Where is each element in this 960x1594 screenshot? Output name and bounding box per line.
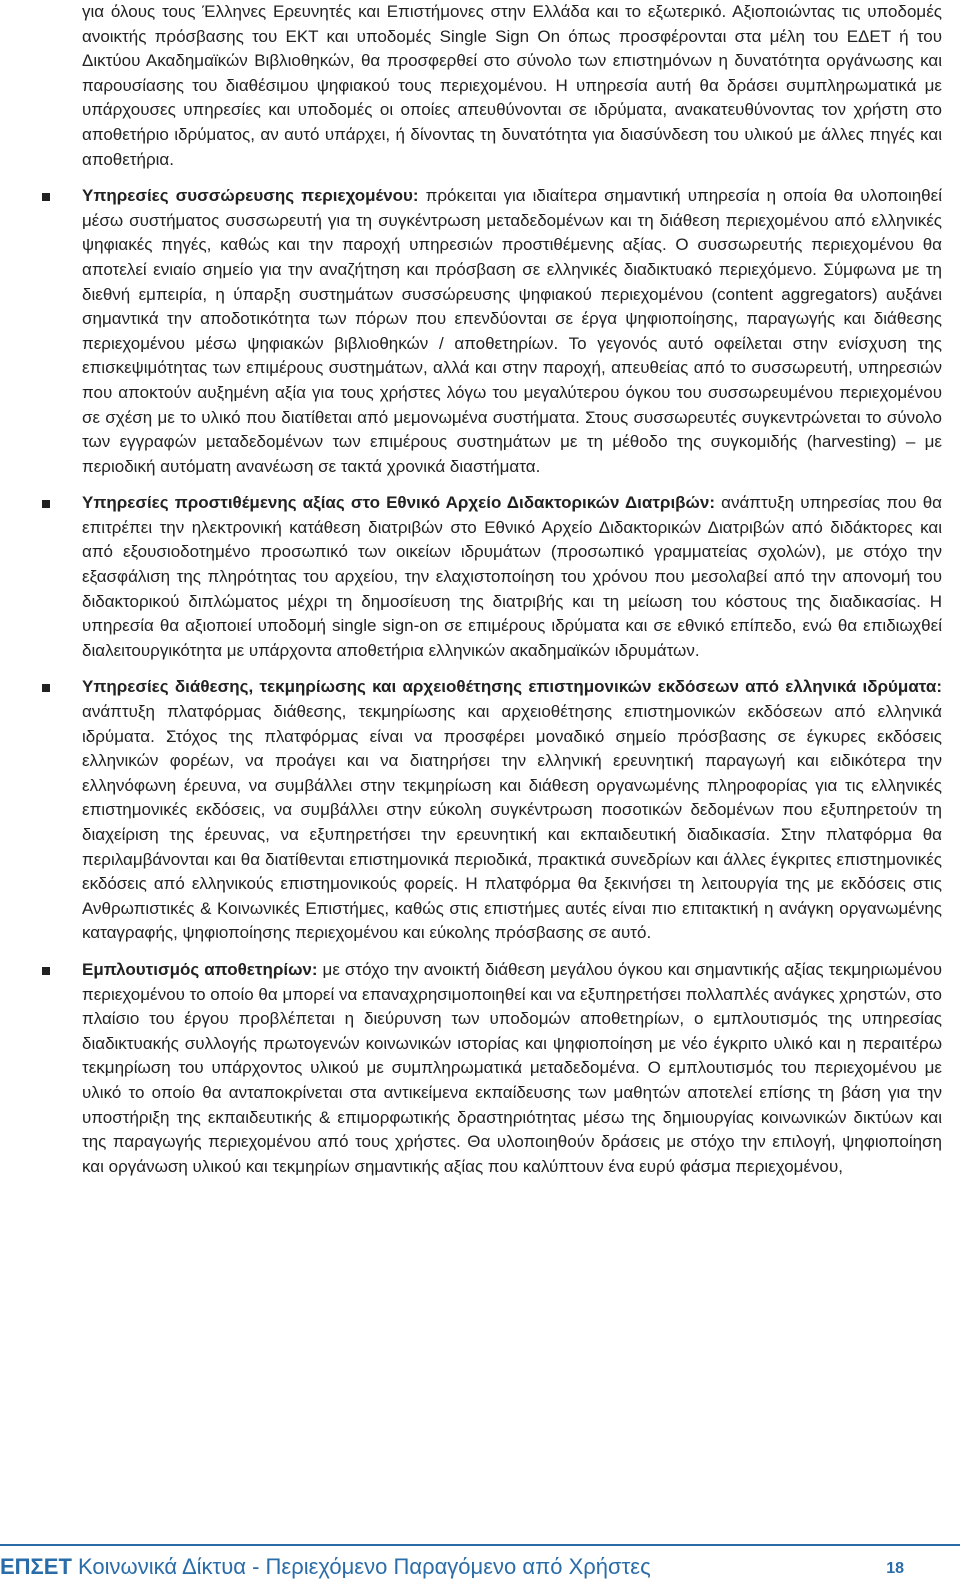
page-number: 18 [886, 1560, 904, 1577]
bullet-item-scientific-publications [82, 675, 942, 946]
square-bullet-icon [42, 967, 50, 975]
page-footer [0, 1540, 960, 1594]
square-bullet-icon [42, 193, 50, 201]
bullet-item-repository-enrichment [82, 958, 942, 1179]
bullet-paragraph [82, 958, 942, 1179]
bullet-lead: Εμπλουτισμός αποθετηρίων: [82, 959, 318, 979]
square-bullet-icon [42, 500, 50, 508]
bullet-item-dissertations-archive [82, 491, 942, 663]
bullet-lead: Υπηρεσίες συσσώρευσης περιεχομένου: [82, 186, 419, 206]
bullet-lead: Υπηρεσίες προστιθέμενης αξίας στο Εθνικό Αρχείο Διδακτορικών Διατριβών: [82, 493, 716, 513]
bullet-item-content-aggregation [82, 184, 942, 479]
continued-paragraph: για όλους τους Έλληνες Ερευνητές και Επιστήμονες στην Ελλάδα και το εξωτερικό. Αξιοποιώντας τις υποδομές ανοικτής πρόσβασης του ΕΚΤ και υποδομές Single Sign On όπως προσφέρονται στα μέλη του ΕΔΕΤ ή του Δικτύου Ακαδημαϊκών Βιβλιοθηκών, θα προσφερθεί στο σύνολο των επιστημόνων η δυνατότητα οργάνωσης και παρουσίασης του διαθέσιμου ψηφιακού τους περιεχομένου. Η υπηρεσία αυτή θα δράσει συμπληρωματικά με υπάρχουσες υπηρεσίες και υποδομές οι οποίες απευθύνονται σε ιδρύματα, ανακατευθύνοντας τον χρήστη στο αποθετήριο ιδρύματος, αν αυτό υπάρχει, ή δίνοντας τη δυνατότητα για διασύνδεση του υλικού με άλλες πηγές και αποθετήρια. [82, 2, 942, 169]
document-body [82, 0, 942, 1179]
bullet-text: πρόκειται για ιδιαίτερα σημαντική υπηρεσία η οποία θα υλοποιηθεί μέσω συστήματος συσσωρευτή για τη συγκέντρωση μεταδεδομένων και τη διάθεση περιεχομένου από ελληνικές ψηφιακές πηγές, καθώς και την παροχή υπηρεσιών προστιθέμενης αξίας. Ο συσσωρευτής περιεχομένου θα αποτελεί ενιαίο σημείο για την αναζήτηση και πρόσβαση σε ελληνικές διαδικτυακό περιεχόμενο. Σύμφωνα με τη διεθνή εμπειρία, η ύπαρξη συστημάτων συσσώρευσης ψηφιακού περιεχομένου (content aggregators) αυξάνει σημαντικά την αποδοτικότητα των πόρων που επενδύονται σε έργα ψηφιοποίησης, παραγωγής και διάθεσης περιεχομένου μέσω ψηφιακών βιβλιοθηκών / αποθετηρίων. Το γεγονός αυτό οφείλεται στην ενίσχυση της επισκεψιμότητας των επιμέρους συστημάτων, αλλά και στην παροχή, απευθείας από το συσσωρευτή, υπηρεσιών που αποκτούν αυξημένη αξία για τους χρήστες λόγω του μεγαλύτερου όγκου του συσσωρευμένου περιεχομένου σε σχέση με το υλικό που διατίθεται από μεμονωμένα συστήματα. Στους συσσωρευτές συγκεντρώνεται το σύνολο των εγγραφών μεταδεδομένων των επιμέρους συστημάτων με τη μέθοδο της συγκομιδής (harvesting) – με περιοδική αυτόματη ανανέωση σε τακτά χρονικά διαστήματα. [82, 186, 942, 476]
bullet-paragraph [82, 184, 942, 479]
footer-document-title: Κοινωνικά Δίκτυα - Περιεχόμενο Παραγόμενο από Χρήστες [78, 1554, 651, 1579]
bullet-text: ανάπτυξη πλατφόρμας διάθεσης, τεκμηρίωσης και αρχειοθέτησης επιστημονικών εκδόσεων από ελληνικά ιδρύματα. Στόχος της πλατφόρμας είναι να προσφέρει μοναδικό σημείο πρόσβασης σε έγκυρες εκδόσεις ελληνικών φορέων, να προάγει και να διατηρήσει την ελληνική ερευνητική παραγωγή και ειδικότερα την ελληνόφωνη έρευνα, να συμβάλλει στην τεκμηρίωση και διάθεση οργανωμένης πληροφορίας για τις ελληνικές επιστημονικές εκδόσεις, να συμβάλλει στην εύκολη συγκέντρωση ποσοτικών δεδομένων που εξυπηρετούν τη διαχείριση της έρευνας, να εξυπηρετήσει την ερευνητική και εκπαιδευτική διαδικασία. Στην πλατφόρμα θα περιλαμβάνονται και θα διατίθενται επιστημονικά περιοδικά, πρακτικά συνεδρίων και άλλες έγκριτες επιστημονικές εκδόσεις από ελληνικούς επιστημονικούς φορείς. Η πλατφόρμα θα ξεκινήσει τη λειτουργία της με εκδόσεις στις Ανθρωπιστικές & Κοινωνικές Επιστήμες, καθώς στις επιστήμες αυτές είναι πιο επιτακτική η ανάγκη οργανωμένης καταγραφής, ψηφιοποίησης περιεχομένου και εύκολης πρόσβασης σε αυτό. [82, 702, 942, 943]
footer-divider [0, 1544, 960, 1546]
bullet-paragraph [82, 491, 942, 663]
bullet-text: με στόχο την ανοικτή διάθεση μεγάλου όγκου και σημαντικής αξίας τεκμηριωμένου περιεχομένου το οποίο θα μπορεί να επαναχρησιμοποιηθεί και να εξυπηρετήσει πολλαπλές ανάγκες χρηστών, στο πλαίσιο του έργου προβλέπεται η διεύρυνση των υποδομών αποθετηρίων, ο εμπλουτισμός της υπηρεσίας διαδικτυακής συλλογής πρωτογενών κοινωνικών ιστορίας και ψηφιοποίηση με νέο έγκριτο υλικό και η περαιτέρω τεκμηρίωση του υπάρχοντος υλικού με συμπληρωματικά μεταδεδομένα. Ο εμπλουτισμός του περιεχομένου με υλικό το οποίο θα ανταποκρίνεται στα αντικείμενα εκπαίδευσης των μαθητών αποτελεί επίσης τη βάση για την υποστήριξη της εκπαιδευτικής & επιμορφωτικής δραστηριότητας μέσω της δημιουργίας κοινωνικών δικτύων και της παραγωγής περιεχομένου από τους χρήστες. Θα υλοποιηθούν δράσεις με στόχο την επιλογή, ψηφιοποίηση και οργάνωση υλικού και τεκμηρίων σημαντικής αξίας που καλύπτουν ένα ευρύ φάσμα περιεχομένου, [82, 959, 942, 1176]
footer-org: ΕΠΣΕΤ [0, 1554, 72, 1579]
footer-title [0, 1554, 651, 1580]
square-bullet-icon [42, 684, 50, 692]
bullet-text: ανάπτυξη υπηρεσίας που θα επιτρέπει την ηλεκτρονική κατάθεση διατριβών στο Εθνικό Αρχείο Διδακτορικών Διατριβών από διδάκτορες και από εξουσιοδοτημένο προσωπικό των οικείων ιδρυμάτων (προσωπικό γραμματείας σχολών), με στόχο την εξασφάλιση της πληρότητας του αρχείου, την ελαχιστοποίηση του χρόνου που μεσολαβεί από την απονομή του διδακτορικού διπλώματος μέχρι τη δημοσίευση της διατριβής και τη μείωση του κόστους της διαδικασίας. Η υπηρεσία θα αξιοποιεί υποδομή single sign-on σε επιμέρους ιδρύματα και σε εθνικό επίπεδο, ενώ θα επιδιωχθεί διαλειτουργικότητα με υπάρχοντα αποθετήρια ελληνικών ακαδημαϊκών ιδρυμάτων. [82, 493, 943, 660]
bullet-paragraph [82, 675, 942, 946]
bullet-lead: Υπηρεσίες διάθεσης, τεκμηρίωσης και αρχειοθέτησης επιστημονικών εκδόσεων από ελληνικά ιδρύματα: [82, 677, 942, 697]
